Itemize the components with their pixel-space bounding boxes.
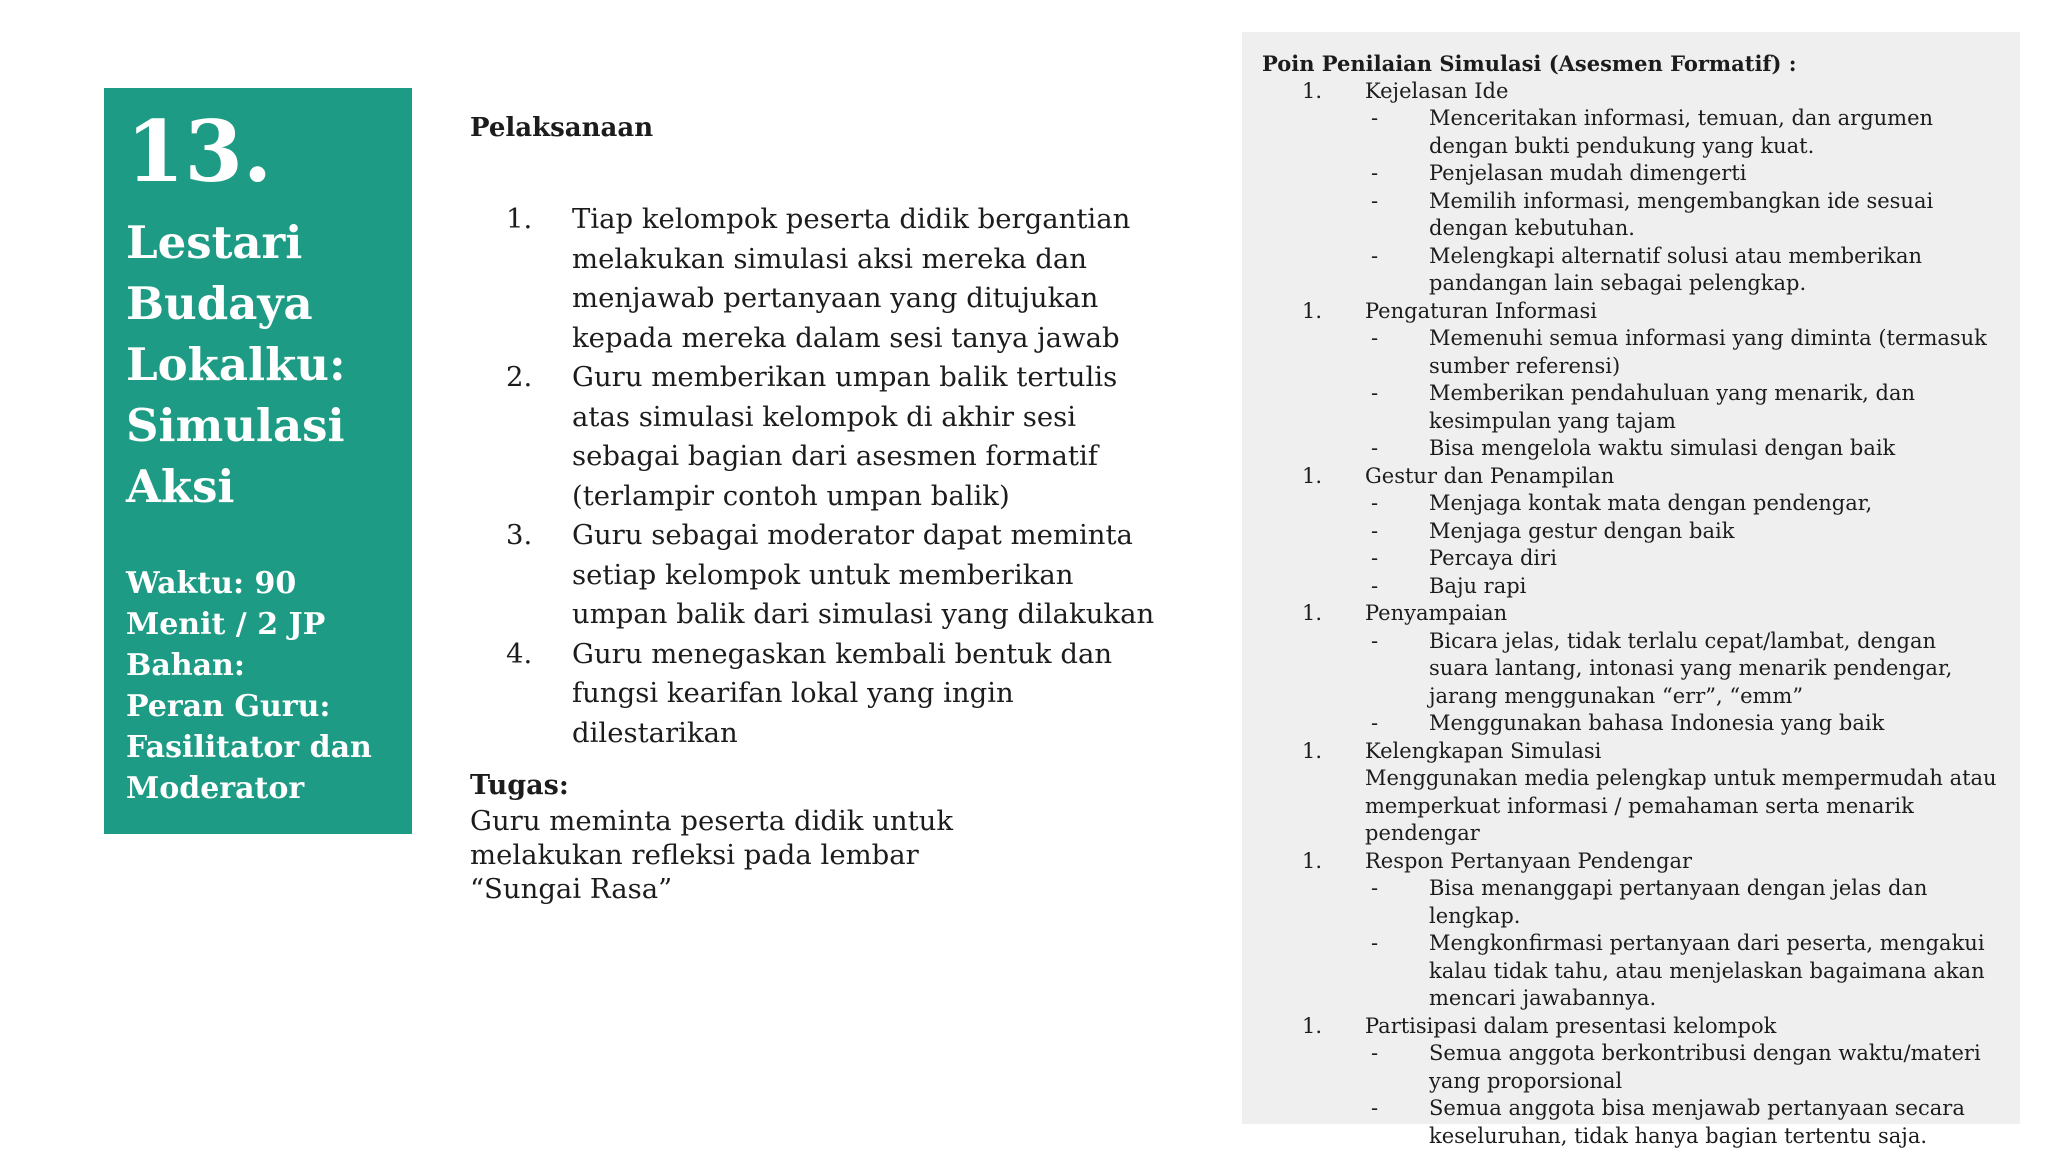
step-number: 2. (506, 361, 533, 393)
tugas-section (470, 768, 990, 906)
tugas-line: Guru meminta peserta didik untuk (470, 805, 954, 837)
criterion-sub-text: Memenuhi semua informasi yang diminta (termasuk sumber referensi) (1429, 326, 1987, 378)
criterion-sub-text: Semua anggota berkontribusi dengan waktu/materi yang proporsional (1429, 1041, 1981, 1093)
step-item (470, 200, 1170, 358)
step-item (470, 635, 1170, 754)
meta-line: Bahan: (126, 648, 245, 683)
dash-bullet: - (1371, 436, 1379, 460)
criterion-sub-text: Mengkonfirmasi pertanyaan dari peserta, mengakui kalau tidak tahu, atau menjelaskan bagaimana akan mencari jawabannya. (1429, 931, 1985, 1010)
dash-bullet: - (1371, 188, 1379, 213)
criterion-sub-text: Bicara jelas, tidak terlalu cepat/lambat, dengan suara lantang, intonasi yang menarik pendengar, jarang menggunakan “err”, “emm” (1429, 628, 1953, 708)
criterion-sub-item (1262, 628, 2000, 711)
step-number: 1. (506, 203, 533, 235)
title-line: Simulasi (126, 399, 345, 452)
tugas-line: “Sungai Rasa” (470, 873, 673, 905)
pelaksanaan-heading: Pelaksanaan (470, 113, 654, 143)
step-number: 3. (506, 519, 533, 551)
title-line: Lokalku: (126, 338, 346, 391)
dash-bullet: - (1371, 628, 1379, 653)
criterion-sub-text: Baju rapi (1429, 573, 1527, 598)
criterion-number: 1. (1302, 738, 1323, 763)
criterion-number: 1. (1302, 848, 1323, 873)
pelaksanaan-section (470, 108, 1170, 753)
dash-bullet: - (1371, 546, 1379, 570)
rubric-heading: Poin Penilaian Simulasi (Asesmen Formatif) : (1262, 51, 1797, 76)
rubric-panel (1242, 32, 2020, 1148)
tugas-heading: Tugas: (470, 770, 569, 801)
title-card (104, 88, 412, 834)
dash-bullet: - (1371, 1041, 1379, 1065)
dash-bullet: - (1371, 326, 1379, 350)
step-text: Guru memberikan umpan balik tertulis atas simulasi kelompok di akhir sesi sebagai bagian dari asesmen formatif (terlampir contoh umpan balik) (572, 361, 1118, 512)
criterion-label: Partisipasi dalam presentasi kelompok (1365, 1013, 1777, 1038)
criterion-label: Penyampaian (1365, 601, 1508, 625)
criterion-number: 1. (1302, 78, 1323, 103)
step-number: 4. (506, 637, 533, 670)
criterion-sub-text: Menjaga gestur dengan baik (1429, 518, 1735, 543)
criterion-number: 1. (1302, 463, 1323, 488)
tugas-text (470, 804, 990, 906)
criterion-sub-item (1262, 930, 2000, 1013)
criterion-sub-text: Penjelasan mudah dimengerti (1429, 161, 1747, 185)
dash-bullet: - (1371, 876, 1379, 900)
dash-bullet: - (1371, 518, 1379, 543)
criterion-sub-text: Menggunakan bahasa Indonesia yang baik (1429, 711, 1885, 735)
criterion-sub-text: Semua anggota bisa menjawab pertanyaan secara keseluruhan, tidak hanya bagian tertentu saja. (1429, 1096, 1965, 1148)
criterion-item (1262, 738, 2000, 766)
criterion-item (1262, 463, 2000, 491)
criterion-sub-text: Memberikan pendahuluan yang menarik, dan kesimpulan yang tajam (1429, 381, 1916, 433)
criterion-label: Kejelasan Ide (1365, 78, 1509, 103)
criterion-sub-text: Memilih informasi, mengembangkan ide sesuai dengan kebutuhan. (1429, 188, 1934, 240)
criterion-number: 1. (1302, 298, 1323, 323)
criterion-sub-item (1262, 105, 2000, 160)
criterion-item (1262, 848, 2000, 876)
lesson-meta (126, 563, 394, 809)
criterion-label: Pengaturan Informasi (1365, 298, 1598, 323)
dash-bullet: - (1371, 161, 1379, 185)
criterion-sub-item (1262, 875, 2000, 930)
meta-line: Waktu: 90 (126, 566, 297, 601)
criterion-sub-text: Percaya diri (1429, 546, 1557, 570)
criterion-label: Gestur dan Penampilan (1365, 463, 1615, 488)
criterion-label: Kelengkapan Simulasi (1365, 738, 1602, 763)
tugas-line: melakukan refleksi pada lembar (470, 839, 919, 871)
criterion-sub-text: Bisa menanggapi pertanyaan dengan jelas dan lengkap. (1429, 876, 1928, 928)
meta-line: Moderator (126, 771, 305, 806)
step-text: Tiap kelompok peserta didik bergantian melakukan simulasi aksi mereka dan menjawab pertanyaan yang ditujukan kepada mereka dalam sesi tanya jawab (572, 203, 1131, 354)
criterion-sub-text: Menceritakan informasi, temuan, dan argumen dengan bukti pendukung yang kuat. (1429, 106, 1934, 158)
criterion-sub-text: Bisa mengelola waktu simulasi dengan baik (1429, 436, 1896, 460)
title-line: Budaya (126, 277, 313, 330)
dash-bullet: - (1371, 491, 1379, 515)
criterion-label: Respon Pertanyaan Pendengar (1365, 848, 1693, 873)
lesson-title (126, 212, 394, 517)
dash-bullet: - (1371, 243, 1379, 268)
step-text: Guru sebagai moderator dapat meminta setiap kelompok untuk memberikan umpan balik dari simulasi yang dilakukan (572, 519, 1155, 630)
criterion-sub-item (1262, 325, 2000, 380)
dash-bullet: - (1371, 573, 1379, 598)
step-text: Guru menegaskan kembali bentuk dan fungsi kearifan lokal yang ingin dilestarikan (572, 637, 1113, 749)
title-line: Lestari (126, 216, 303, 269)
criterion-item (1262, 1013, 2000, 1041)
criterion-sub-text: Menjaga kontak mata dengan pendengar, (1429, 491, 1873, 515)
criterion-sub-item (1262, 710, 2000, 738)
criterion-item (1262, 600, 2000, 628)
criterion-number: 1. (1302, 601, 1323, 625)
dash-bullet: - (1371, 931, 1379, 955)
criterion-sub-item (1262, 243, 2000, 298)
criterion-description: Menggunakan media pelengkap untuk mempermudah atau memperkuat informasi / pemahaman serta menarik pendengar (1365, 766, 1997, 845)
criterion-item (1262, 78, 2000, 106)
meta-line: Menit / 2 JP (126, 607, 326, 642)
criterion-sub-item (1262, 1095, 2000, 1150)
dash-bullet: - (1371, 711, 1379, 735)
criterion-sub-item (1262, 573, 2000, 601)
step-item (470, 516, 1170, 635)
criterion-sub-item (1262, 160, 2000, 188)
step-item (470, 358, 1170, 516)
dash-bullet: - (1371, 381, 1379, 405)
lesson-number: 13. (126, 102, 273, 201)
dash-bullet: - (1371, 1096, 1379, 1120)
criterion-sub-item (1262, 380, 2000, 435)
criterion-sub-item (1262, 1040, 2000, 1095)
meta-line: Peran Guru: (126, 689, 331, 724)
dash-bullet: - (1371, 106, 1379, 130)
meta-line: Fasilitator dan (126, 730, 372, 765)
criterion-item (1262, 298, 2000, 326)
criterion-number: 1. (1302, 1013, 1323, 1038)
criterion-sub-text: Melengkapi alternatif solusi atau memberikan pandangan lain sebagai pelengkap. (1429, 243, 1923, 295)
steps-list (470, 200, 1170, 753)
criterion-sub-item (1262, 518, 2000, 546)
criterion-sub-item (1262, 188, 2000, 243)
criterion-sub-item (1262, 490, 2000, 518)
criterion-sub-item (1262, 435, 2000, 463)
title-line: Aksi (126, 460, 235, 513)
criterion-sub-item (1262, 545, 2000, 573)
